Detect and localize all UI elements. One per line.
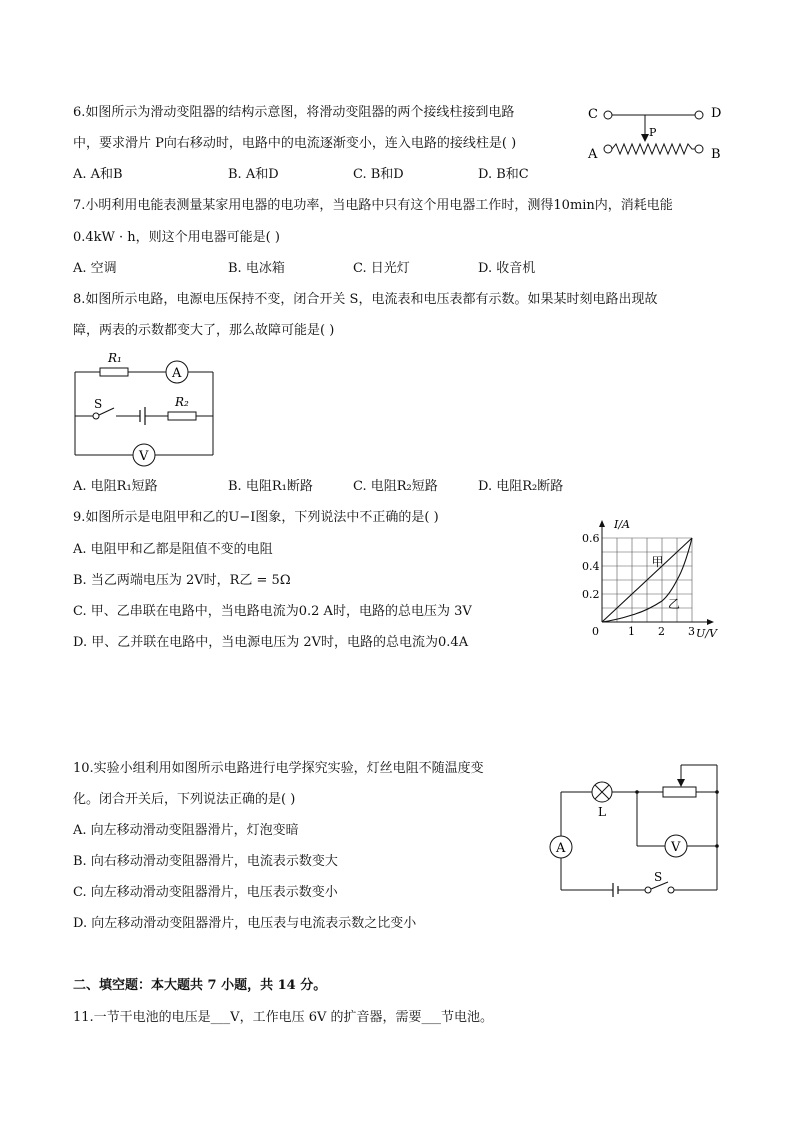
q10-line1: 10.实验小组利用如图所示电路进行电学探究实验，灯丝电阻不随温度变: [73, 761, 484, 776]
q10-circuit-figure: [545, 760, 725, 895]
y-tick-label: 0.4: [582, 560, 600, 573]
q6-option-c[interactable]: C. B和D: [353, 167, 404, 182]
q9-ui-graph: [575, 508, 725, 643]
q10-option-d[interactable]: D. 向左移动滑动变阻器滑片，电压表与电流表示数之比变小: [73, 916, 417, 931]
q6-option-a[interactable]: A. A和B: [73, 167, 123, 182]
q6-option-d[interactable]: D. B和C: [478, 167, 529, 182]
q8-option-a[interactable]: A. 电阻R₁短路: [73, 479, 158, 494]
q7-line2: 0.4kW · h，则这个用电器可能是( ): [73, 230, 280, 245]
q10-option-a[interactable]: A. 向左移动滑动变阻器滑片，灯泡变暗: [73, 823, 299, 838]
q8-voltmeter-label: V: [139, 449, 149, 464]
q10-option-c[interactable]: C. 向左移动滑动变阻器滑片，电压表示数变小: [73, 885, 338, 900]
q8-circuit-figure: [70, 348, 220, 468]
q9-option-a[interactable]: A. 电阻甲和乙都是阻值不变的电阻: [73, 542, 273, 557]
q11-text: 11.一节干电池的电压是___V，工作电压 6V 的扩音器，需要___节电池。: [73, 1010, 493, 1025]
section-2-heading: 二、填空题：本大题共 7 小题，共 14 分。: [73, 978, 327, 993]
q6-terminal-a-label: A: [588, 147, 598, 162]
q6-terminal-b-label: B: [711, 147, 721, 162]
q9-option-b[interactable]: B. 当乙两端电压为 2V时，R乙 = 5Ω: [73, 573, 291, 588]
q6-line1: 6.如图所示为滑动变阻器的结构示意图，将滑动变阻器的两个接线柱接到电路: [73, 105, 515, 120]
x-tick-label: 0: [592, 625, 599, 638]
q9-option-c[interactable]: C. 甲、乙串联在电路中，当电路电流为0.2 A时，电路的总电压为 3V: [73, 604, 472, 619]
y-tick-label: 0.6: [582, 532, 600, 545]
q8-r1-label: R₁: [108, 351, 122, 365]
q9-line1: 9.如图所示是电阻甲和乙的U−I图象，下列说法中不正确的是( ): [73, 510, 439, 525]
q7-option-b[interactable]: B. 电冰箱: [228, 261, 285, 276]
q8-line2: 障，两表的示数都变大了，那么故障可能是( ): [73, 323, 335, 338]
q10-line2: 化。闭合开关后，下列说法正确的是( ): [73, 792, 296, 807]
x-axis-label: U/V: [696, 627, 717, 640]
q6-terminal-c-label: C: [588, 107, 598, 122]
x-axis-arrow: [707, 619, 714, 625]
q10-switch-label: S: [654, 870, 663, 884]
q10-voltmeter-label: V: [671, 840, 681, 855]
q8-option-d[interactable]: D. 电阻R₂断路: [478, 479, 564, 494]
q6-option-b[interactable]: B. A和D: [228, 167, 279, 182]
q8-ammeter-label: A: [172, 366, 182, 381]
q7-option-a[interactable]: A. 空调: [73, 261, 117, 276]
q6-terminal-d-label: D: [711, 106, 722, 121]
x-tick-label: 2: [658, 625, 665, 638]
q10-ammeter-label: A: [556, 841, 566, 856]
q6-rheostat-figure: [585, 100, 725, 165]
x-tick-label: 3: [688, 625, 695, 638]
q6-line2: 中，要求滑片 P向右移动时，电路中的电流逐渐变小，连入电路的接线柱是( ): [73, 136, 517, 151]
q8-line1: 8.如图所示电路，电源电压保持不变，闭合开关 S，电流表和电压表都有示数。如果某时刻电路出现故: [73, 292, 658, 307]
q8-option-c[interactable]: C. 电阻R₂短路: [353, 479, 438, 494]
q7-option-c[interactable]: C. 日光灯: [353, 261, 410, 276]
q10-option-b[interactable]: B. 向右移动滑动变阻器滑片，电流表示数变大: [73, 854, 338, 869]
q9-option-d[interactable]: D. 甲、乙并联在电路中，当电源电压为 2V时，电路的总电流为0.4A: [73, 635, 469, 650]
q7-line1: 7.小明利用电能表测量某家用电器的电功率，当电路中只有这个用电器工作时，测得10min内，消耗电能: [73, 198, 673, 213]
y-tick-label: 0.2: [582, 588, 600, 601]
x-tick-label: 1: [628, 625, 635, 638]
q7-option-d[interactable]: D. 收音机: [478, 261, 536, 276]
q8-option-b[interactable]: B. 电阻R₁断路: [228, 479, 313, 494]
q10-lamp-label: L: [598, 805, 606, 819]
y-axis-arrow: [599, 520, 605, 527]
q6-slider-p-label: P: [649, 126, 657, 139]
y-axis-label: I/A: [614, 518, 630, 531]
q8-r2-label: R₂: [175, 395, 189, 409]
q8-switch-label: S: [94, 397, 103, 411]
series-label-2: 乙: [668, 597, 681, 611]
series-label-1: 甲: [651, 555, 664, 569]
